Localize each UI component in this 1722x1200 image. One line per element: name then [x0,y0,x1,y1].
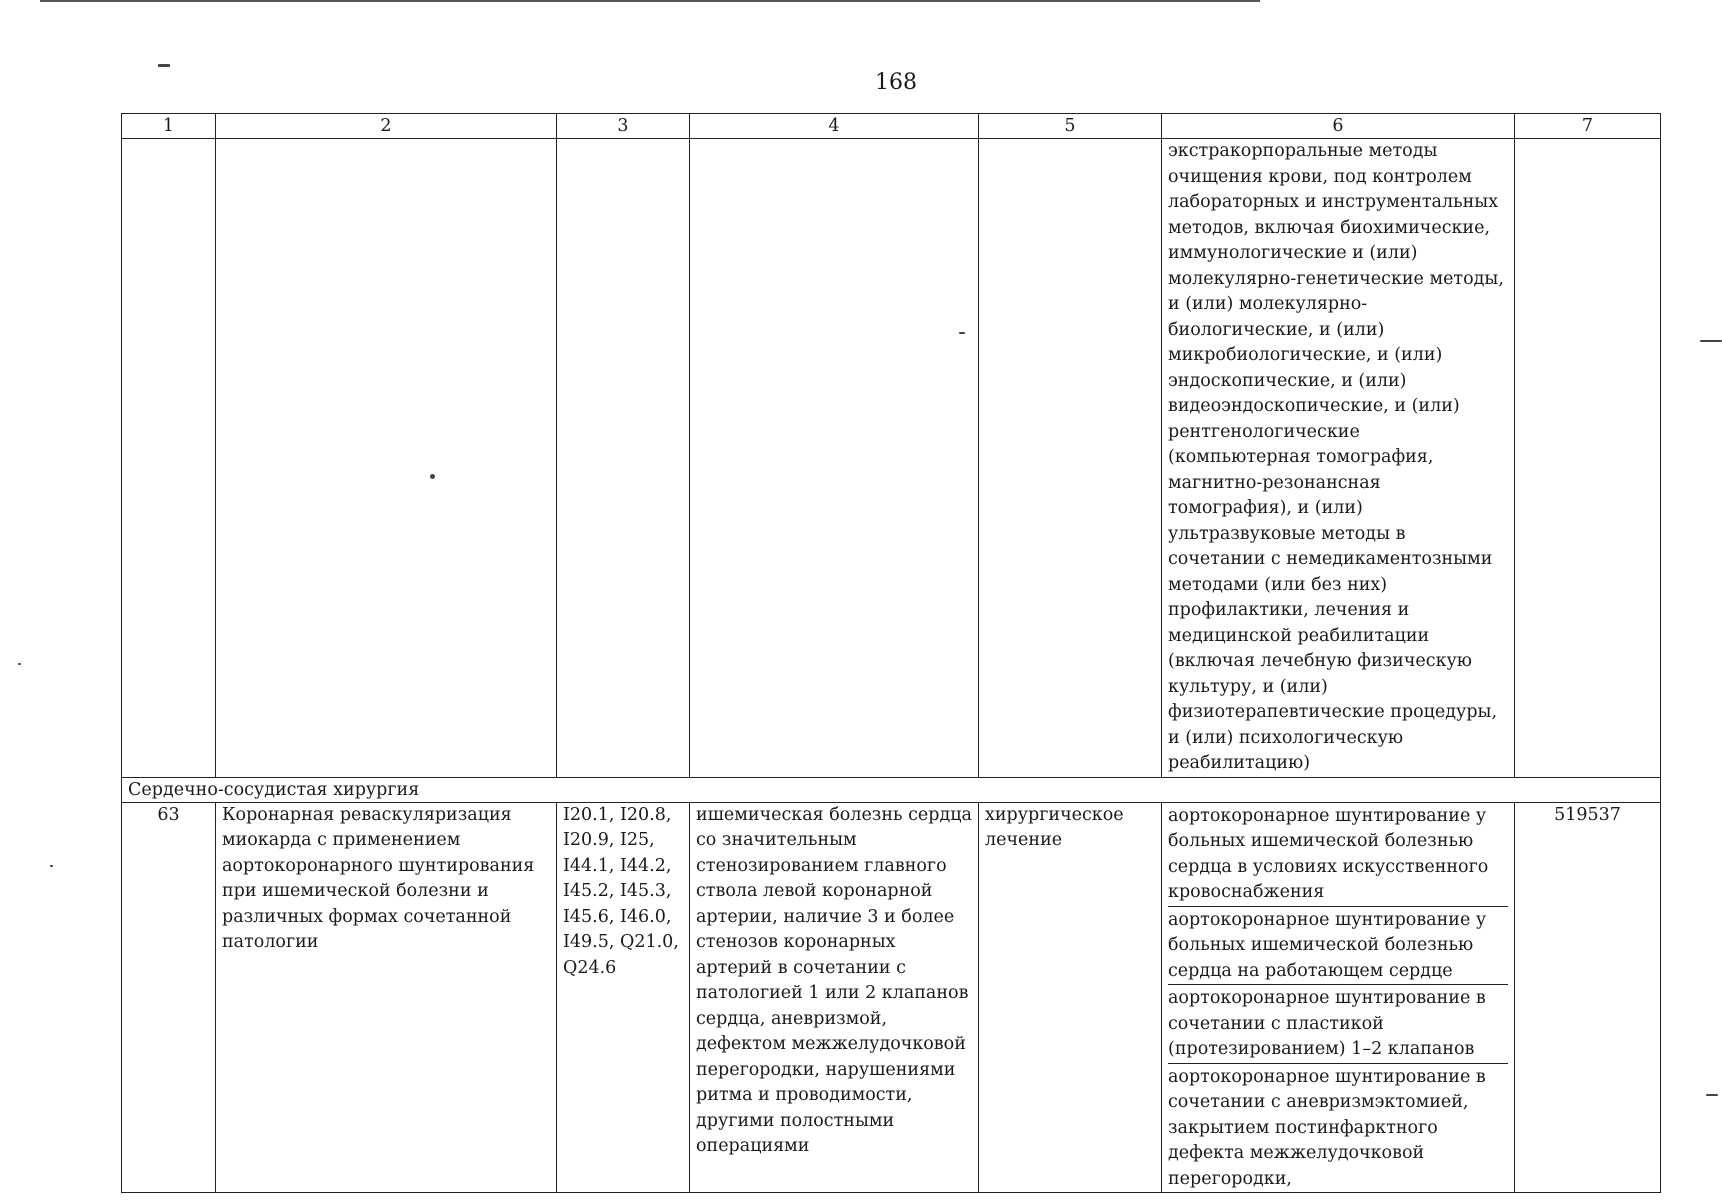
scan-speck [50,865,53,867]
scan-speck [18,663,21,665]
scan-top-border [40,0,1260,2]
column-header-4: 4 [690,114,979,139]
column-header-2: 2 [216,114,557,139]
column-header-5: 5 [979,114,1162,139]
cost-value: 519537 [1515,802,1661,1193]
treatment-method: аортокоронарное шунтирование в сочетании с пластикой (протезированием) 1–2 клапанов [1168,985,1508,1064]
column-number-row [122,114,1661,139]
treatment-method: аортокоронарное шунтирование у больных ишемической болезнью сердца на работающем сердце [1168,907,1508,986]
treatment-method: аортокоронарное шунтирование у больных ишемической болезнью сердца в условиях искусственного кровоснабжения [1168,803,1508,907]
care-type-name: Коронарная реваскуляризация миокарда с применением аортокоронарного шунтирования при ишемической болезни и различных формах сочетанной патологии [216,802,557,1193]
column-header-3: 3 [557,114,690,139]
treatment-methods-cell [1162,802,1515,1193]
column-header-7: 7 [1515,114,1661,139]
patient-model: ишемическая болезнь сердца со значительным стенозированием главного ствола левой коронарной артерии, наличие 3 и более стенозов коронарных артерий в сочетании с патологией 1 или 2 клапанов сердца, аневризмой, дефектом межжелудочковой перегородки, нарушениями ритма и проводимости, другими полостными операциями [690,802,979,1193]
continuation-row [122,139,1661,778]
treatment-type: хирургическое лечение [979,802,1162,1193]
section-row [122,777,1661,802]
column-header-6: 6 [1162,114,1515,139]
table-row [122,802,1661,1193]
icd-codes: I20.1, I20.8, I20.9, I25, I44.1, I44.2, I45.2, I45.3, I45.6, I46.0, I49.5, Q21.0, Q24.6 [557,802,690,1193]
row-number: 63 [122,802,216,1193]
scan-speck [1700,340,1722,342]
scan-speck [158,64,170,67]
scan-speck [1706,1094,1718,1096]
section-title: Сердечно-сосудистая хирургия [122,777,1661,802]
medical-care-table [121,113,1661,1193]
treatment-method: аортокоронарное шунтирование в сочетании с аневризмэктомией, закрытием постинфарктного дефекта межжелудочковой перегородки, [1168,1066,1486,1189]
column-header-1: 1 [122,114,216,139]
page-number: 168 [875,70,917,95]
continued-methods-cell: экстракорпоральные методы очищения крови, под контролем лабораторных и инструментальных методов, включая биохимические, иммунологические и (или) молекулярно-генетические методы, и (или) молекулярно-биологические, и (или) микробиологические, и (или) эндоскопические, и (или) видеоэндоскопические, и (или) рентгенологические (компьютерная томография, магнитно-резонансная томография), и (или) ультразвуковые методы в сочетании с немедикаментозными методами (или без них) профилактики, лечения и медицинской реабилитации (включая лечебную физическую культуру, и (или) физиотерапевтические процедуры, и (или) психологическую реабилитацию) [1162,139,1515,778]
